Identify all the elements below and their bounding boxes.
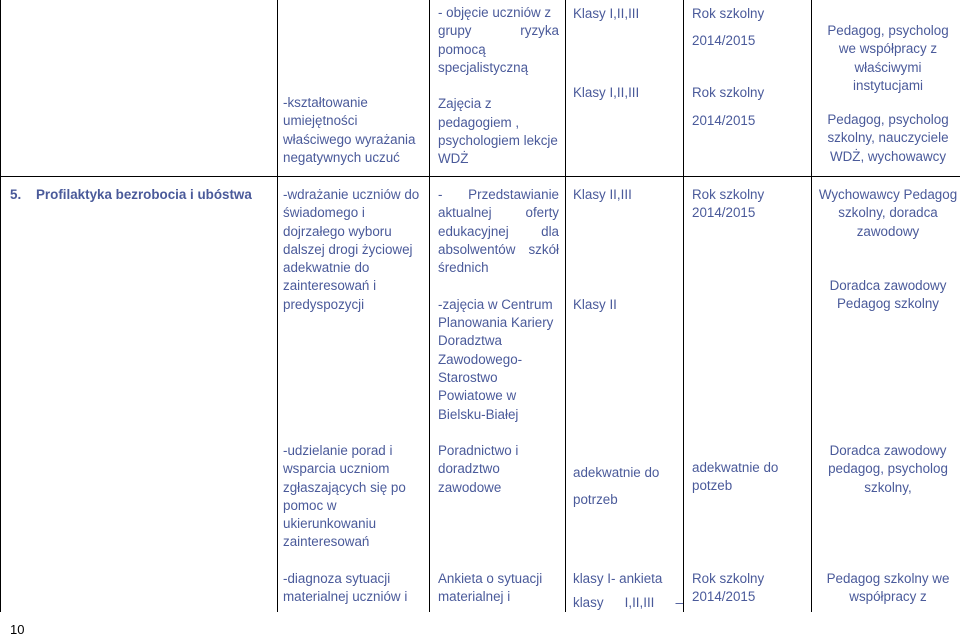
activity-line: specjalistyczną — [438, 59, 529, 75]
column-border-1 — [277, 0, 278, 612]
activity-cell-survey: Ankieta o sytuacji materialnej i — [438, 571, 543, 605]
section-title — [10, 187, 252, 202]
activity-cell-advice: Poradnictwo i doradztwo zawodowe — [438, 443, 519, 495]
term-label-1: Rok szkolny — [692, 6, 765, 21]
goal-cell-advice: -udzielanie porad i wsparcia uczniom zgłaszających się po pomoc w ukierunkowaniu zainteresowań — [283, 443, 406, 550]
activity-line: - objęcie uczniów z — [438, 5, 552, 20]
column-border-2 — [429, 0, 430, 612]
goal-cell-material-diagnosis: -diagnoza sytuacji materialnej uczniów i — [283, 571, 408, 605]
term-label-2: Rok szkolny — [692, 85, 765, 100]
column-border-4 — [683, 0, 684, 612]
responsible-cell-2: Pedagog, psycholog szkolny, nauczyciele WDŻ, wychowawcy — [827, 112, 949, 164]
term-cell-survey: Rok szkolny 2014/2015 — [692, 571, 765, 605]
responsible-cell-career-b: Doradca zawodowy Pedagog szkolny — [829, 278, 947, 312]
activity-cell-specialist-help — [438, 4, 559, 169]
classes-cell-2: Klasy I,II,III — [573, 85, 640, 100]
term-year-1: 2014/2015 — [692, 33, 756, 48]
classes-cell-career-a: Klasy II,III — [573, 187, 632, 202]
term-year-2: 2014/2015 — [692, 113, 756, 128]
classes-survey-line: klasy I,II,III – — [573, 595, 683, 611]
activity-career-center-text: -zajęcia w Centrum Planowania Kariery Doradztwa Zawodowego-Starostwo Powiatowe w Bielsku-Białej — [438, 296, 554, 422]
activity-cell-career — [438, 186, 559, 424]
term-cell-career: Rok szkolny 2014/2015 — [692, 187, 765, 221]
responsible-cell-advice: Doradca zawodowy pedagog, psycholog szkolny, — [828, 443, 948, 495]
column-border-5 — [811, 0, 812, 612]
responsible-cell-career-a: Wychowawcy Pedagog szkolny, doradca zawodowy — [818, 187, 958, 239]
section-number: 5. — [10, 187, 22, 202]
classes-cell-advice: adekwatnie do potrzeb — [573, 465, 660, 507]
responsible-cell-1: Pedagog, psycholog we współpracy z właściwymi instytucjami — [827, 23, 949, 93]
row-border-section5 — [0, 176, 960, 177]
section-title-text: Profilaktyka bezrobocia i ubóstwa — [36, 187, 252, 202]
classes-cell-career-b: Klasy II — [573, 297, 617, 312]
responsible-cell-survey: Pedagog szkolny we współpracy z — [826, 571, 950, 605]
classes-survey-line: klasy I- ankieta — [573, 571, 663, 586]
activity-line: pomocą — [438, 41, 486, 57]
column-border-3 — [565, 0, 566, 612]
activity-classes-text: Zajęcia z pedagogiem , psychologiem lekcje WDŻ — [438, 96, 558, 167]
goal-cell-career-choice: -wdrażanie uczniów do świadomego i dojrzałego wyboru dalszej drogi życiowej adekwatnie do zainteresowań i predyspozycji — [283, 187, 420, 312]
column-border-left — [0, 0, 1, 612]
classes-cell-survey — [573, 570, 683, 613]
goal-cell-negative-emotions: -kształtowanie umiejętności właściwego wyrażania negatywnych uczuć — [283, 95, 416, 165]
activity-offer-text: - Przedstawianie aktualnej oferty edukacyjnej dla absolwentów szkół średnich — [438, 187, 559, 276]
activity-line: grupy ryzyka — [438, 23, 559, 39]
page-number: 10 — [10, 622, 25, 637]
classes-cell-1: Klasy I,II,III — [573, 6, 640, 21]
term-cell-advice: adekwatnie do potzeb — [692, 460, 779, 494]
